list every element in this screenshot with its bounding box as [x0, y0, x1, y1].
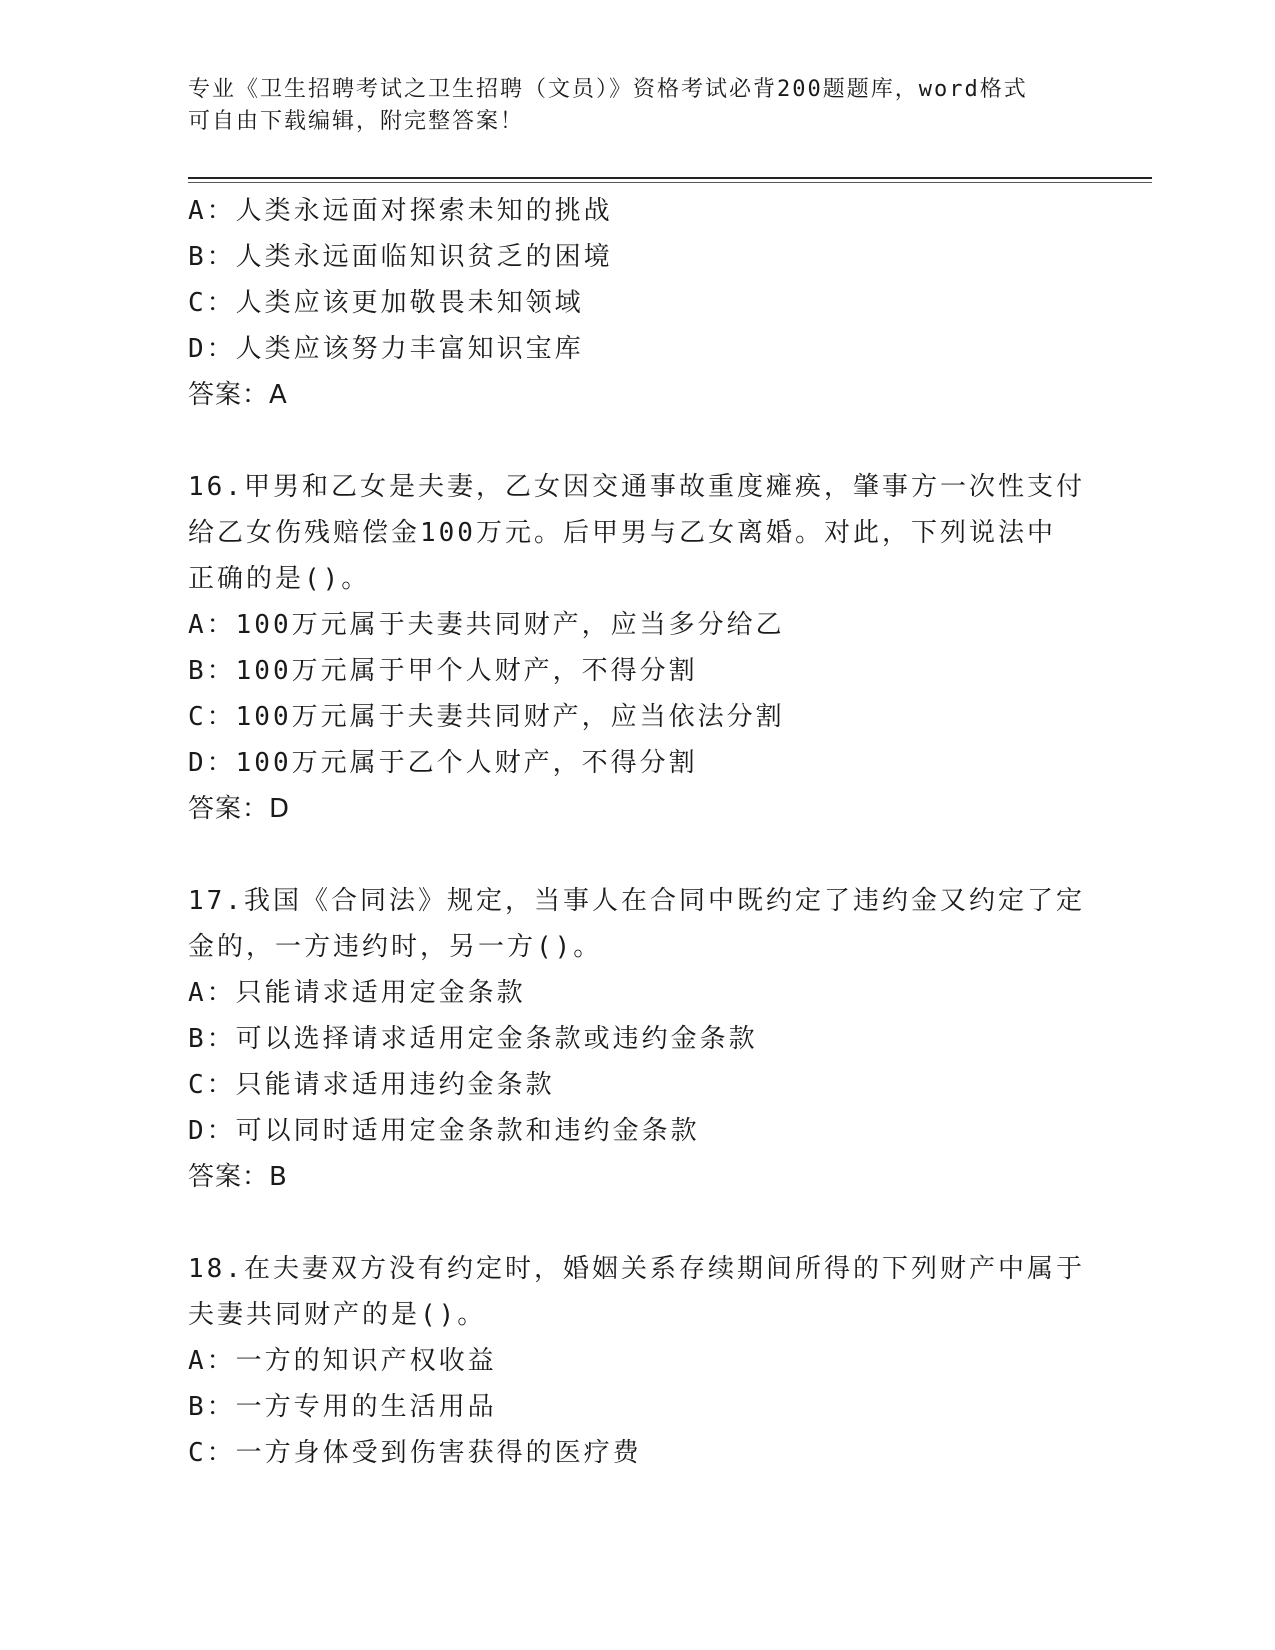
question-text-line: 17.我国《合同法》规定，当事人在合同中既约定了违约金又约定了定 [188, 886, 1085, 916]
option-b: B：100万元属于甲个人财产，不得分割 [188, 656, 698, 686]
question-block-18 [188, 1246, 1088, 1476]
question-text-line: 给乙女伤残赔偿金100万元。后甲男与乙女离婚。对此，下列说法中 [188, 518, 1056, 548]
option-c: C：一方身体受到伤害获得的医疗费 [188, 1438, 642, 1468]
question-text-line: 16.甲男和乙女是夫妻，乙女因交通事故重度瘫痪，肇事方一次性支付 [188, 472, 1085, 502]
question-block-16 [188, 464, 1088, 832]
question-list [188, 188, 1088, 1476]
option-b: B：一方专用的生活用品 [188, 1392, 497, 1422]
option-a: A：只能请求适用定金条款 [188, 978, 526, 1008]
option-d: D：人类应该努力丰富知识宝库 [188, 334, 584, 364]
spacer [188, 418, 1088, 464]
option-d: D：100万元属于乙个人财产，不得分割 [188, 748, 698, 778]
answer-line: 答案：D [188, 794, 291, 824]
option-c: C：人类应该更加敬畏未知领域 [188, 288, 584, 318]
option-d: D：可以同时适用定金条款和违约金条款 [188, 1116, 700, 1146]
question-text-line: 金的，一方违约时，另一方()。 [188, 932, 603, 962]
header-line-1: 专业《卫生招聘考试之卫生招聘（文员）》资格考试必背200题题库，word格式 [188, 77, 1028, 102]
option-c: C：只能请求适用违约金条款 [188, 1070, 555, 1100]
header-line-2: 可自由下载编辑，附完整答案！ [188, 109, 525, 134]
option-a: A：100万元属于夫妻共同财产，应当多分给乙 [188, 610, 785, 640]
question-text-line: 夫妻共同财产的是()。 [188, 1300, 487, 1330]
spacer [188, 832, 1088, 878]
question-block-15 [188, 188, 1088, 418]
option-a: A：人类永远面对探索未知的挑战 [188, 196, 613, 226]
option-b: B：可以选择请求适用定金条款或违约金条款 [188, 1024, 758, 1054]
question-block-17 [188, 878, 1088, 1200]
option-c: C：100万元属于夫妻共同财产，应当依法分割 [188, 702, 785, 732]
answer-line: 答案：A [188, 380, 288, 410]
header-divider-thin [188, 182, 1152, 183]
question-text-line: 正确的是()。 [188, 564, 371, 594]
header-divider-thick [188, 177, 1152, 179]
answer-line: 答案：B [188, 1162, 288, 1192]
option-a: A：一方的知识产权收益 [188, 1346, 497, 1376]
question-text-line: 18.在夫妻双方没有约定时，婚姻关系存续期间所得的下列财产中属于 [188, 1254, 1085, 1284]
spacer [188, 1200, 1088, 1246]
document-header [188, 74, 1088, 138]
option-b: B：人类永远面临知识贫乏的困境 [188, 242, 613, 272]
